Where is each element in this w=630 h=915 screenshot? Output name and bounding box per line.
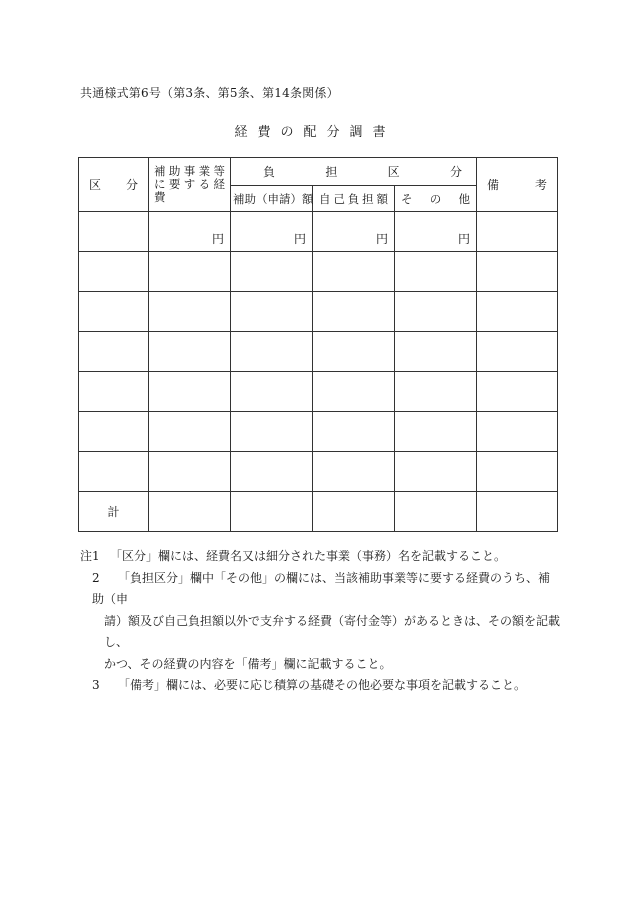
- table-cell: [395, 412, 477, 452]
- table-cell: [79, 332, 149, 372]
- table-header-row: [79, 158, 558, 186]
- header-project-expense-line: 費: [154, 190, 166, 204]
- table-cell: [395, 452, 477, 492]
- table-cell: [395, 252, 477, 292]
- table-cell: [477, 372, 558, 412]
- table-cell: [477, 332, 558, 372]
- table-cell: [313, 412, 395, 452]
- table-cell: [477, 412, 558, 452]
- table-cell: [231, 492, 313, 532]
- table-row: [79, 412, 558, 452]
- table-cell: [79, 412, 149, 452]
- table-cell: [149, 332, 231, 372]
- note-text: かつ、その経費の内容を「備考」欄に記載すること。: [104, 656, 392, 671]
- header-project-expense-line: に要する経: [154, 177, 225, 191]
- table-cell: [313, 452, 395, 492]
- table-cell: [79, 212, 149, 252]
- total-row: [79, 492, 558, 532]
- header-subsidy-amount: 補助（申請）額: [231, 186, 313, 212]
- unit-yen: 円: [231, 212, 313, 252]
- table-cell: [231, 332, 313, 372]
- note-text: 「備考」欄には、必要に応じ積算の基礎その他必要な事項を記載すること。: [118, 678, 527, 692]
- note-number: 注1: [80, 549, 100, 563]
- header-project-expense-line: 補助事業等: [154, 164, 225, 178]
- header-project-expense: [149, 158, 231, 212]
- table-cell: [477, 292, 558, 332]
- table-row: [79, 212, 558, 252]
- note-text: 「負担区分」欄中「その他」の欄には、当該補助事業等に要する経費のうち、補助（申: [92, 570, 551, 606]
- header-kubun: 区分: [79, 158, 149, 212]
- note-item: [80, 568, 560, 676]
- total-label: 計: [79, 492, 149, 532]
- table-cell: [231, 452, 313, 492]
- table-cell: [477, 252, 558, 292]
- table-cell: [231, 292, 313, 332]
- expense-allocation-table: [78, 157, 558, 532]
- table-cell: [149, 492, 231, 532]
- table-cell: [395, 292, 477, 332]
- header-burden-division: 負担区分: [231, 158, 477, 186]
- note-text: 「区分」欄には、経費名又は細分された事業（事務）名を記載すること。: [110, 549, 507, 563]
- table-cell: [395, 492, 477, 532]
- unit-yen: 円: [395, 212, 477, 252]
- table-cell: [313, 332, 395, 372]
- table-row: [79, 452, 558, 492]
- table-cell: [79, 452, 149, 492]
- note-number: 2: [92, 570, 100, 585]
- table-cell: [231, 412, 313, 452]
- table-cell: [79, 252, 149, 292]
- table-cell: [79, 292, 149, 332]
- unit-yen: 円: [313, 212, 395, 252]
- document-title: 経費の配分調書: [234, 125, 396, 140]
- header-self-burden: 自己負担額: [313, 186, 395, 212]
- table-cell: [477, 492, 558, 532]
- table-cell: [477, 212, 558, 252]
- table-row: [79, 372, 558, 412]
- table-cell: [395, 372, 477, 412]
- table-row: [79, 332, 558, 372]
- notes-section: [80, 546, 560, 697]
- unit-yen: 円: [149, 212, 231, 252]
- note-number: 3: [92, 678, 100, 692]
- header-remarks: 備考: [477, 158, 558, 212]
- table-cell: [477, 452, 558, 492]
- table-row: [79, 292, 558, 332]
- table-cell: [149, 252, 231, 292]
- table-cell: [149, 412, 231, 452]
- table-cell: [231, 372, 313, 412]
- table-cell: [231, 252, 313, 292]
- table-cell: [313, 492, 395, 532]
- note-item: [80, 546, 560, 568]
- table-cell: [313, 372, 395, 412]
- table-cell: [79, 372, 149, 412]
- note-text: 請）額及び自己負担額以外で支弁する経費（寄付金等）があるときは、その額を記載し、: [104, 613, 561, 649]
- table-cell: [395, 332, 477, 372]
- header-other: その他: [395, 186, 477, 212]
- table-row: [79, 252, 558, 292]
- table-cell: [313, 252, 395, 292]
- table-cell: [149, 372, 231, 412]
- table-cell: [149, 292, 231, 332]
- form-number-label: 共通様式第6号（第3条、第5条、第14条関係）: [80, 86, 339, 100]
- table-cell: [149, 452, 231, 492]
- note-item: [80, 675, 560, 697]
- table-cell: [313, 292, 395, 332]
